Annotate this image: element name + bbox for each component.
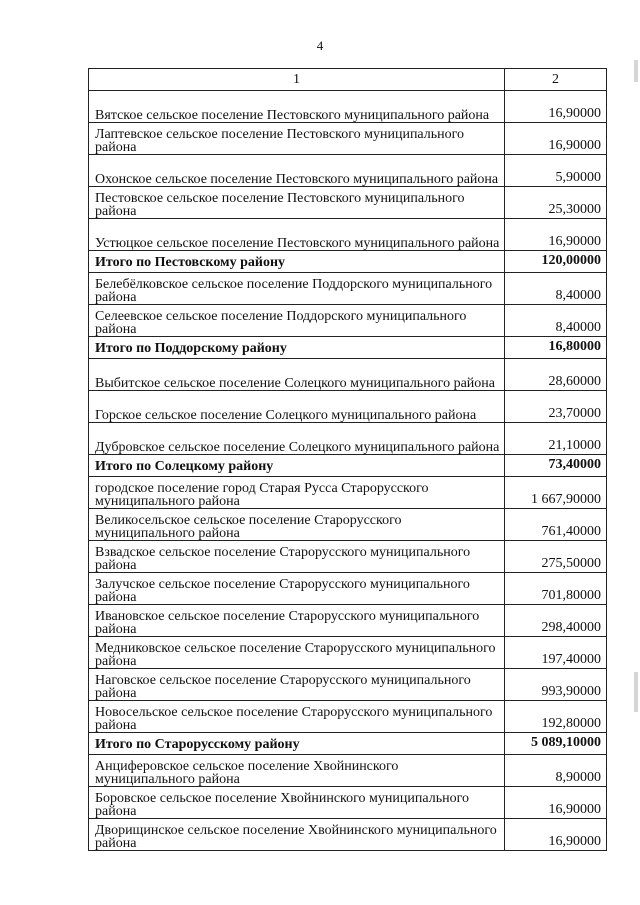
amount-cell (505, 605, 607, 637)
amount-value: 16,90000 (548, 802, 601, 817)
settlement-name-cell (89, 187, 505, 219)
amount-value: 5,90000 (555, 170, 601, 185)
settlement-name-cell (89, 123, 505, 155)
amount-value: 16,90000 (548, 106, 601, 121)
amount-cell (505, 123, 607, 155)
settlement-name: Анциферовское сельское поселение Хвойнинского муниципального района (95, 759, 399, 787)
settlement-name-cell (89, 423, 505, 455)
settlement-name-cell (89, 787, 505, 819)
amount-cell (505, 755, 607, 787)
total-label-text: Итого по Поддорскому району (95, 340, 287, 356)
table-row (89, 573, 607, 605)
amount-value: 28,60000 (548, 374, 601, 389)
district-total-label (89, 733, 505, 755)
table-row (89, 305, 607, 337)
table-row (89, 605, 607, 637)
amount-value: 8,40000 (555, 288, 601, 303)
budget-table (88, 68, 607, 851)
amount-value: 21,10000 (548, 438, 601, 453)
settlement-name-cell (89, 605, 505, 637)
settlement-name: Селеевское сельское поселение Поддорского муниципального района (95, 309, 467, 337)
table-row (89, 755, 607, 787)
amount-cell (505, 701, 607, 733)
amount-cell (505, 305, 607, 337)
settlement-name-cell (89, 155, 505, 187)
district-total-value-cell (505, 455, 607, 477)
settlement-name: Охонское сельское поселение Пестовского муниципального района (95, 172, 499, 187)
settlement-name-cell (89, 701, 505, 733)
amount-value: 8,90000 (555, 770, 601, 785)
settlement-name: Боровское сельское поселение Хвойнинского муниципального района (95, 791, 469, 819)
total-amount: 16,80000 (548, 339, 601, 354)
total-amount: 5 089,10000 (531, 735, 601, 750)
amount-value: 1 667,90000 (531, 492, 601, 507)
table-total-row (89, 455, 607, 477)
page-number: 4 (316, 38, 324, 53)
total-amount: 73,40000 (548, 457, 601, 472)
amount-cell (505, 477, 607, 509)
column-header-1: 1 (89, 69, 505, 91)
amount-value: 298,40000 (541, 620, 601, 635)
amount-cell (505, 819, 607, 851)
settlement-name-cell (89, 541, 505, 573)
margin-mark (634, 672, 638, 712)
table-row (89, 787, 607, 819)
table-row (89, 541, 607, 573)
table-row (89, 637, 607, 669)
settlement-name: Медниковское сельское поселение Старорусского муниципального района (95, 641, 496, 669)
settlement-name-cell (89, 91, 505, 123)
table-header-row (89, 69, 607, 91)
district-total-label (89, 455, 505, 477)
settlement-name: Лаптевское сельское поселение Пестовского муниципального района (95, 127, 465, 155)
amount-cell (505, 155, 607, 187)
settlement-name: городское поселение город Старая Русса Старорусского муниципального района (95, 481, 429, 509)
settlement-name-cell (89, 305, 505, 337)
amount-value: 761,40000 (541, 524, 601, 539)
settlement-name: Взвадское сельское поселение Старорусского муниципального района (95, 545, 471, 573)
amount-cell (505, 219, 607, 251)
settlement-name-cell (89, 669, 505, 701)
amount-cell (505, 541, 607, 573)
settlement-name-cell (89, 477, 505, 509)
table-row (89, 359, 607, 391)
amount-cell (505, 573, 607, 605)
settlement-name-cell (89, 359, 505, 391)
table-row (89, 187, 607, 219)
amount-cell (505, 391, 607, 423)
settlement-name: Пестовское сельское поселение Пестовского муниципального района (95, 191, 465, 219)
table-row (89, 819, 607, 851)
table-row (89, 477, 607, 509)
settlement-name-cell (89, 219, 505, 251)
amount-value: 23,70000 (548, 406, 601, 421)
table-row (89, 509, 607, 541)
amount-cell (505, 787, 607, 819)
total-label-text: Итого по Старорусскому району (95, 736, 300, 752)
settlement-name: Наговское сельское поселение Старорусского муниципального района (95, 673, 471, 701)
amount-cell (505, 509, 607, 541)
amount-cell (505, 187, 607, 219)
settlement-name: Великосельское сельское поселение Старорусского муниципального района (95, 513, 402, 541)
settlement-name-cell (89, 273, 505, 305)
total-label-text: Итого по Солецкому району (95, 458, 274, 474)
amount-value: 16,90000 (548, 834, 601, 849)
table-row (89, 123, 607, 155)
amount-cell (505, 359, 607, 391)
amount-cell (505, 273, 607, 305)
settlement-name: Новосельское сельское поселение Старорусского муниципального района (95, 705, 493, 733)
amount-value: 16,90000 (548, 138, 601, 153)
table-total-row (89, 733, 607, 755)
settlement-name-cell (89, 573, 505, 605)
district-total-value-cell (505, 337, 607, 359)
settlement-name-cell (89, 819, 505, 851)
amount-cell (505, 637, 607, 669)
table-row (89, 273, 607, 305)
column-header-2: 2 (505, 69, 607, 91)
margin-mark (634, 60, 638, 82)
settlement-name: Устюцкое сельское поселение Пестовского муниципального района (95, 236, 500, 251)
amount-value: 701,80000 (541, 588, 601, 603)
total-amount: 120,00000 (541, 253, 601, 268)
district-total-label (89, 337, 505, 359)
table-row (89, 701, 607, 733)
table-total-row (89, 337, 607, 359)
amount-value: 25,30000 (548, 202, 601, 217)
settlement-name-cell (89, 391, 505, 423)
district-total-label (89, 251, 505, 273)
amount-value: 197,40000 (541, 652, 601, 667)
total-label-text: Итого по Пестовскому району (95, 254, 286, 270)
settlement-name-cell (89, 637, 505, 669)
table-row (89, 155, 607, 187)
amount-cell (505, 669, 607, 701)
settlement-name: Горское сельское поселение Солецкого муниципального района (95, 408, 477, 423)
district-total-value-cell (505, 733, 607, 755)
table-body (89, 69, 607, 851)
table-row (89, 669, 607, 701)
table-row (89, 391, 607, 423)
settlement-name: Дубровское сельское поселение Солецкого муниципального района (95, 440, 500, 455)
amount-value: 275,50000 (541, 556, 601, 571)
amount-value: 8,40000 (555, 320, 601, 335)
amount-cell (505, 423, 607, 455)
settlement-name: Дворищинское сельское поселение Хвойнинского муниципального района (95, 823, 497, 851)
amount-cell (505, 91, 607, 123)
settlement-name: Выбитское сельское поселение Солецкого муниципального района (95, 376, 495, 391)
settlement-name: Залучское сельское поселение Старорусского муниципального района (95, 577, 470, 605)
settlement-name: Ивановское сельское поселение Старорусского муниципального района (95, 609, 480, 637)
table-row (89, 423, 607, 455)
amount-value: 16,90000 (548, 234, 601, 249)
settlement-name-cell (89, 509, 505, 541)
district-total-value-cell (505, 251, 607, 273)
amount-value: 192,80000 (541, 716, 601, 731)
settlement-name-cell (89, 755, 505, 787)
table-row (89, 219, 607, 251)
table-row (89, 91, 607, 123)
settlement-name: Белебёлковское сельское поселение Поддорского муниципального района (95, 277, 493, 305)
table-total-row (89, 251, 607, 273)
settlement-name: Вятское сельское поселение Пестовского муниципального района (95, 108, 490, 123)
amount-value: 993,90000 (541, 684, 601, 699)
